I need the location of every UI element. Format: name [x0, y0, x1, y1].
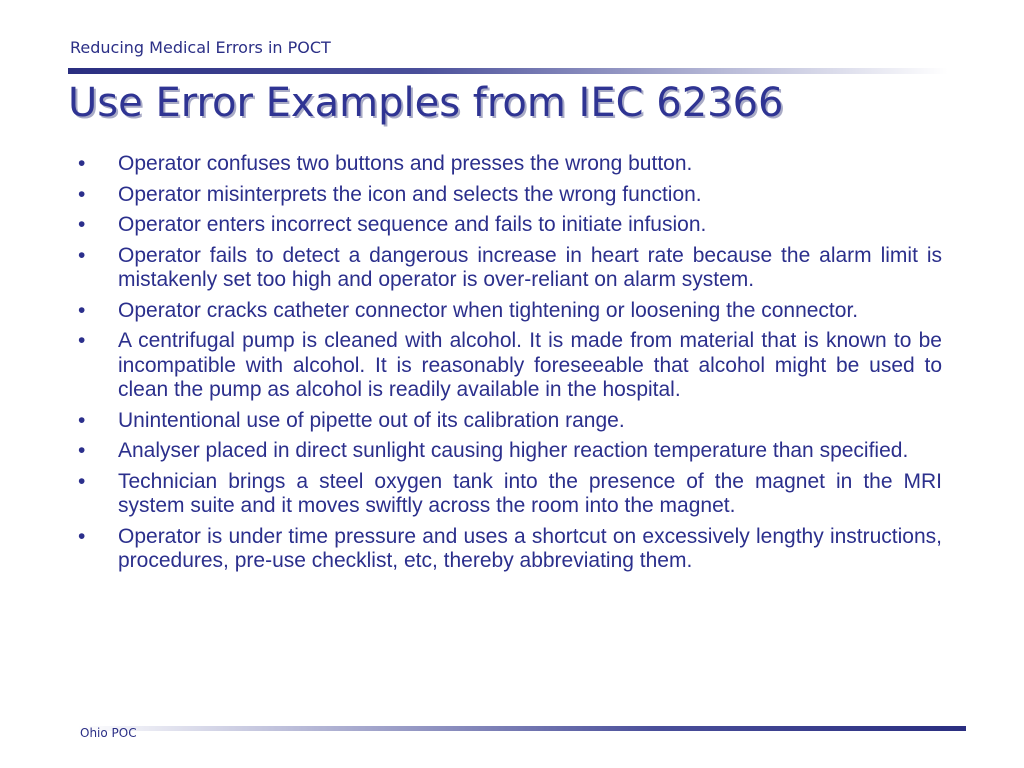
- bullet-item: [78, 439, 942, 464]
- bullet-text: Technician brings a steel oxygen tank into the presence of the magnet in the MRI system suite and it moves swiftly across the room into the magnet.: [118, 469, 942, 517]
- header-divider-bar: [68, 68, 948, 74]
- bullet-icon: •: [78, 152, 86, 175]
- bullet-text: Operator is under time pressure and uses a shortcut on excessively lengthy instructions, procedures, pre-use checklist, etc, thereby abbreviating them.: [118, 524, 942, 572]
- bullet-icon: •: [78, 243, 86, 267]
- bullet-icon: •: [78, 524, 86, 548]
- bullet-text: Analyser placed in direct sunlight causing higher reaction temperature than specified.: [118, 439, 909, 462]
- bullet-item: [78, 470, 942, 519]
- slide-footer: Ohio POC: [80, 726, 137, 740]
- bullet-icon: •: [78, 439, 86, 462]
- bullet-icon: •: [78, 298, 86, 322]
- bullet-item: [78, 213, 942, 238]
- slide-title: Use Error Examples from IEC 62366: [68, 80, 784, 126]
- bullet-icon: •: [78, 329, 86, 352]
- bullet-item: [78, 183, 942, 208]
- bullet-text: Operator misinterprets the icon and selects the wrong function.: [118, 182, 702, 206]
- bullet-icon: •: [78, 213, 86, 236]
- bullet-icon: •: [78, 469, 86, 493]
- bullet-list: [78, 152, 942, 580]
- bullet-text: Operator fails to detect a dangerous increase in heart rate because the alarm limit is mistakenly set too high and operator is over-reliant on alarm system.: [118, 243, 942, 291]
- bullet-item: [78, 244, 942, 293]
- bullet-item: [78, 329, 942, 403]
- bullet-icon: •: [78, 408, 86, 432]
- bullet-item: [78, 409, 942, 434]
- bullet-text: Unintentional use of pipette out of its calibration range.: [118, 408, 625, 432]
- bullet-text: Operator enters incorrect sequence and fails to initiate infusion.: [118, 213, 707, 236]
- slide-header: Reducing Medical Errors in POCT: [70, 38, 331, 57]
- bullet-item: [78, 525, 942, 574]
- bullet-text: A centrifugal pump is cleaned with alcohol. It is made from material that is known to be incompatible with alcohol. It is reasonably foreseeable that alcohol might be used to clean the pump as alcohol is readily available in the hospital.: [118, 329, 942, 401]
- footer-divider-bar: [78, 726, 966, 731]
- bullet-item: [78, 299, 942, 324]
- bullet-item: [78, 152, 942, 177]
- bullet-text: Operator cracks catheter connector when tightening or loosening the connector.: [118, 298, 859, 322]
- bullet-text: Operator confuses two buttons and presses the wrong button.: [118, 152, 693, 175]
- bullet-icon: •: [78, 182, 86, 206]
